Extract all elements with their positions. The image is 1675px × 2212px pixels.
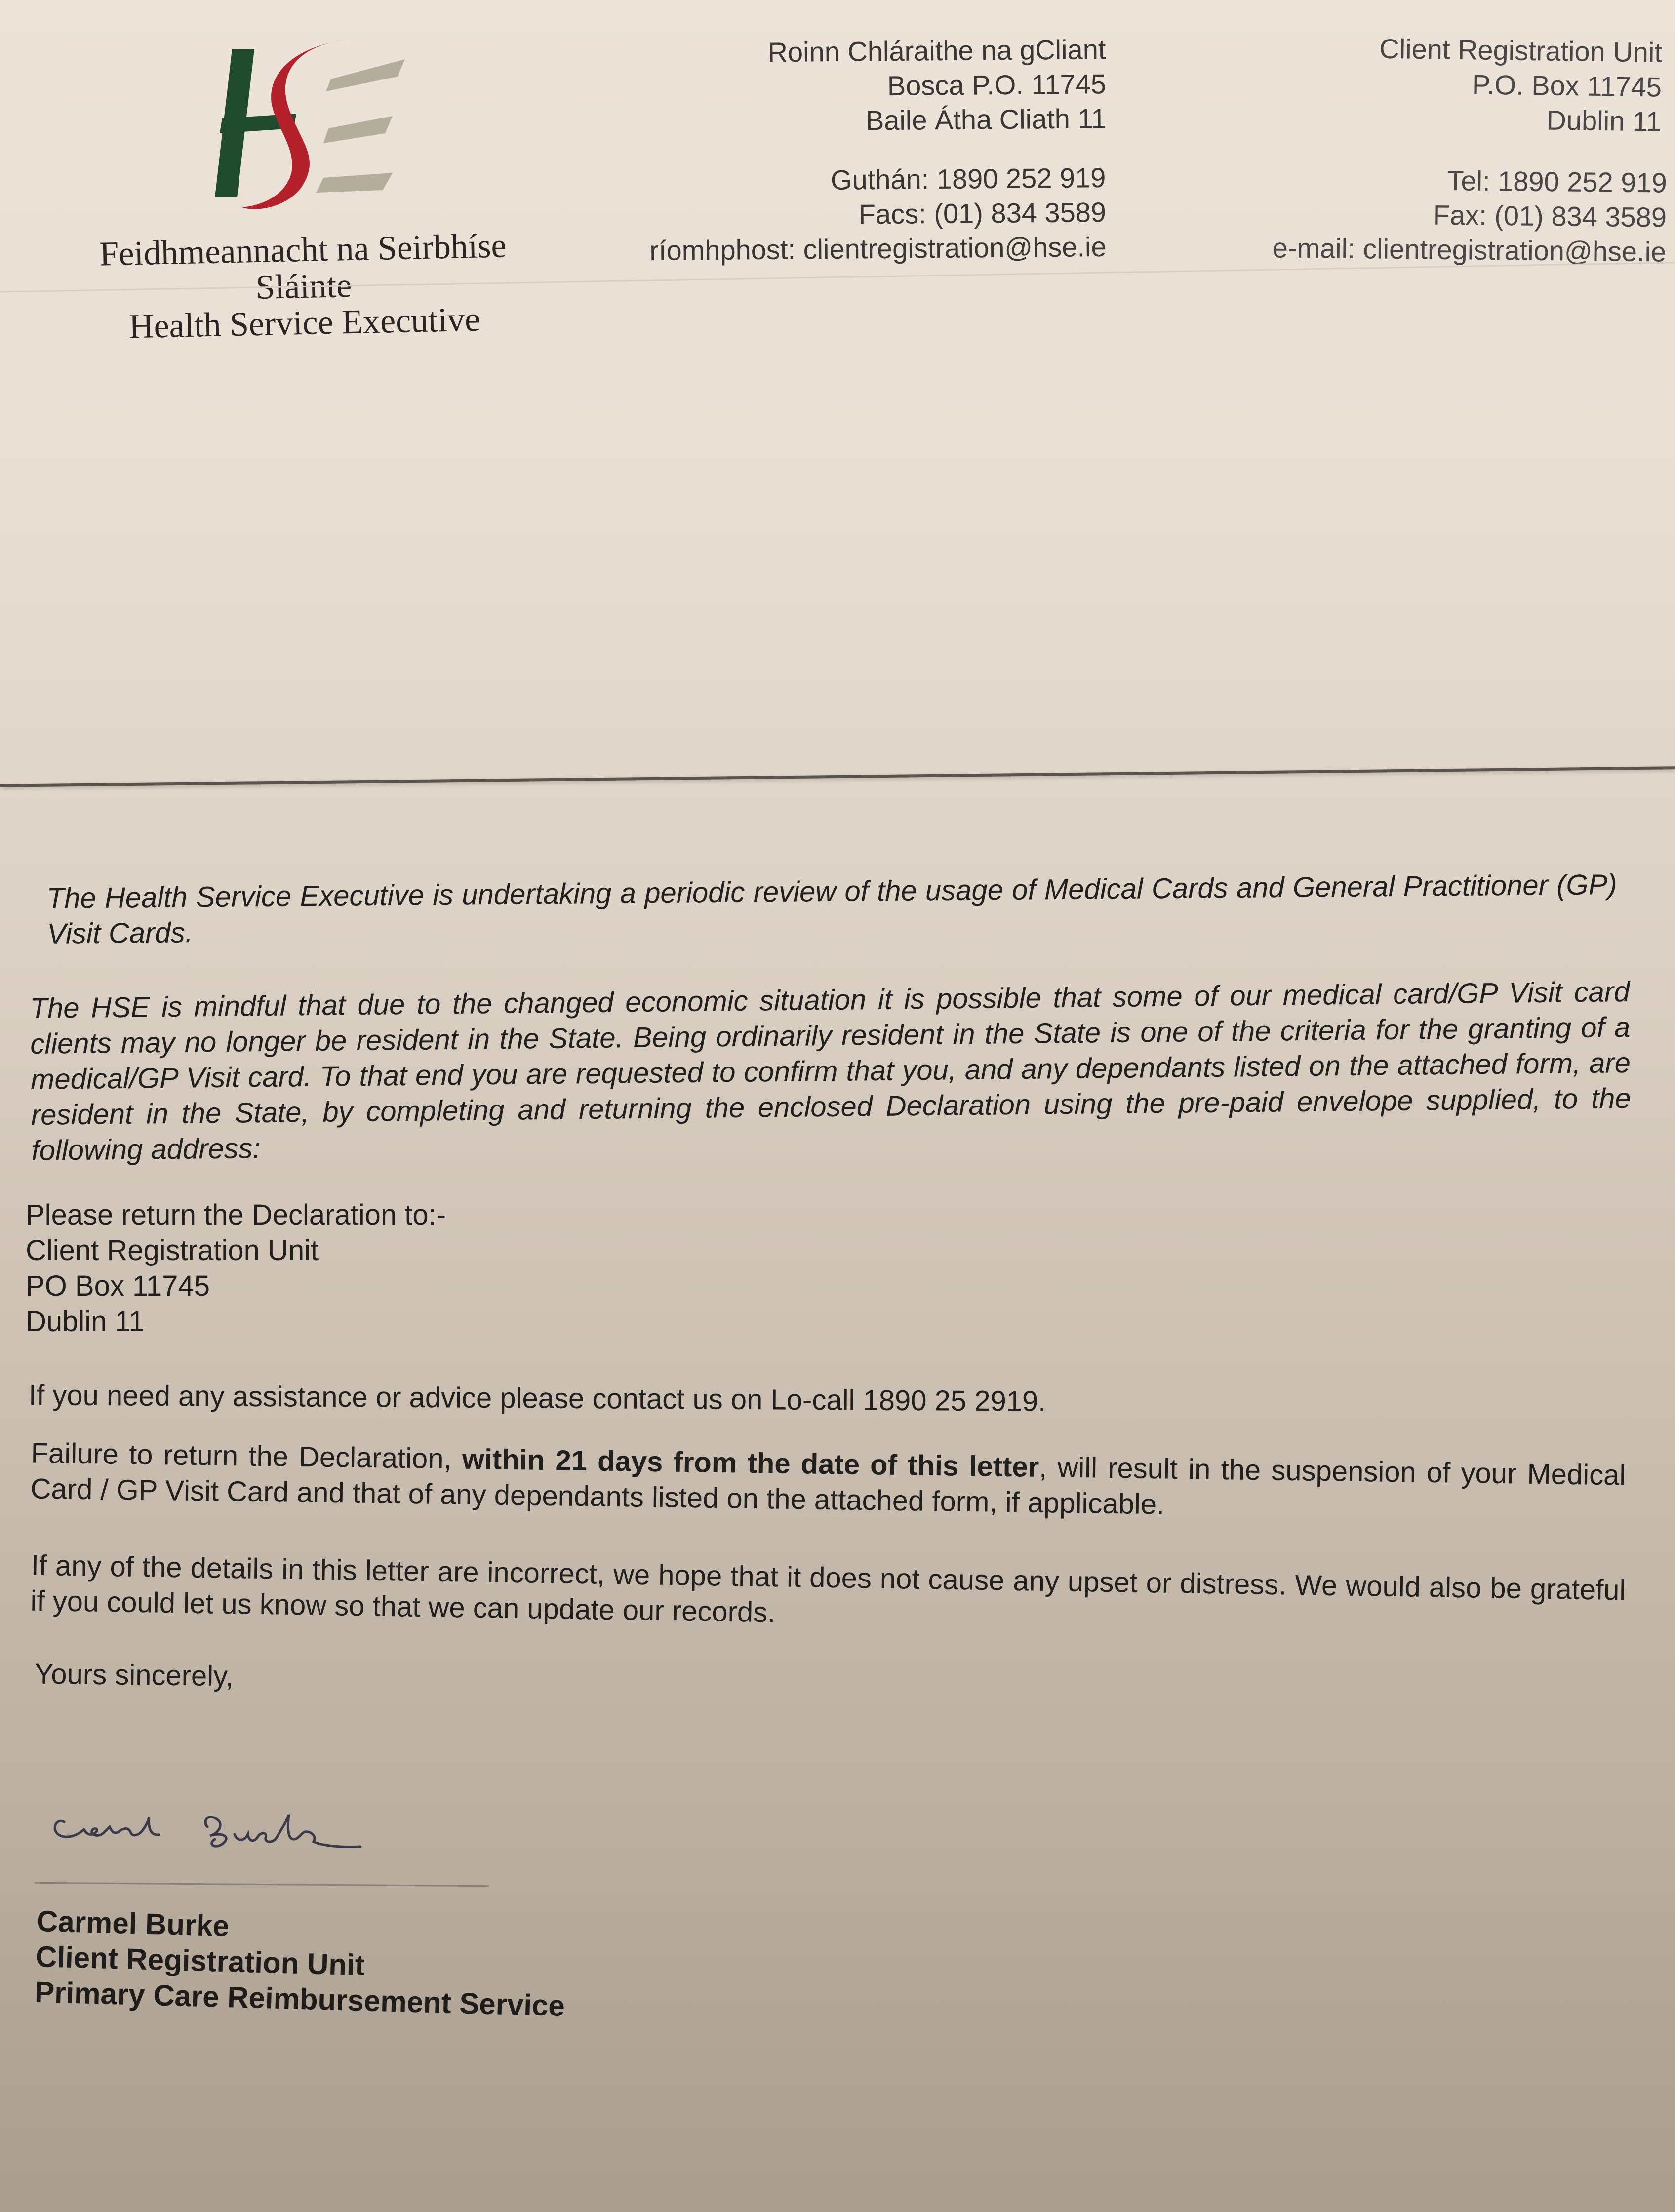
english-email: e-mail: clientregistration@hse.ie bbox=[1272, 232, 1667, 268]
irish-address bbox=[567, 32, 1107, 141]
paragraph-corrections: If any of the details in this letter are incorrect, we hope that it does not cause any upset or distress. We would also be grateful if you could let us know so that we can update our records. bbox=[30, 1549, 1626, 1629]
signature-line bbox=[35, 1882, 489, 1887]
logo-e-bar-bottom bbox=[316, 173, 393, 193]
deadline-text-end: , will result in the suspension of your Medical Card / GP Visit Card and that of any dependants listed on the attached form, if applicable. bbox=[30, 1451, 1626, 1521]
signer-name: Carmel Burke bbox=[36, 1904, 230, 1943]
irish-contact bbox=[543, 160, 1107, 269]
logo-e-bar-top bbox=[326, 59, 405, 91]
agency-irish: Feidhmeannacht na Seirbhíse Sláinte bbox=[99, 227, 507, 307]
handwritten-signature bbox=[44, 1792, 400, 1861]
return-address-box: PO Box 11745 bbox=[26, 1270, 210, 1302]
english-city: Dublin 11 bbox=[1546, 104, 1662, 137]
return-address-unit: Client Registration Unit bbox=[26, 1234, 319, 1266]
paragraph-review: The Health Service Executive is undertaking a periodic review of the usage of Medical Cards and General Practitioner (GP) Visit Cards. bbox=[46, 869, 1617, 950]
irish-city: Baile Átha Cliath 11 bbox=[865, 103, 1107, 136]
irish-box: Bosca P.O. 11745 bbox=[887, 68, 1107, 102]
signoff-block bbox=[34, 1903, 678, 2027]
english-box: P.O. Box 11745 bbox=[1472, 69, 1662, 103]
signer-service: Primary Care Reimbursement Service bbox=[34, 1975, 565, 2023]
return-address-intro: Please return the Declaration to:- bbox=[26, 1199, 446, 1231]
english-unit: Client Registration Unit bbox=[1379, 33, 1663, 68]
english-fax: Fax: (01) 834 3589 bbox=[1433, 199, 1667, 233]
logo-e-bar-middle bbox=[323, 116, 393, 143]
paragraph-deadline bbox=[30, 1435, 1626, 1529]
english-contact bbox=[1135, 160, 1667, 269]
signer-unit: Client Registration Unit bbox=[35, 1939, 365, 1982]
hse-logo bbox=[202, 30, 430, 227]
paper-fold-line bbox=[0, 766, 1675, 787]
agency-english: Health Service Executive bbox=[128, 300, 480, 346]
english-address bbox=[1185, 29, 1663, 139]
return-address-block bbox=[26, 1197, 717, 1340]
closing: Yours sincerely, bbox=[34, 1658, 234, 1693]
return-address-city: Dublin 11 bbox=[26, 1305, 145, 1338]
deadline-bold: within 21 days from the date of this letter bbox=[462, 1443, 1039, 1483]
paragraph-assistance: If you need any assistance or advice please contact us on Lo-call 1890 25 2919. bbox=[28, 1379, 1046, 1418]
irish-unit: Roinn Chláraithe na gCliant bbox=[767, 34, 1106, 68]
english-phone: Tel: 1890 252 919 bbox=[1447, 164, 1668, 198]
irish-fax: Facs: (01) 834 3589 bbox=[858, 197, 1107, 230]
irish-phone: Guthán: 1890 252 919 bbox=[830, 162, 1106, 196]
deadline-text-start: Failure to return the Declaration, bbox=[31, 1437, 463, 1475]
paragraph-residency: The HSE is mindful that due to the changed economic situation it is possible that some of our medical card/GP Visit card clients may no longer be resident in the State. Being ordinarily resident in the State is one of the criteria for the granting of a medical/GP Visit card. To that end you are requested to confirm that you, and any dependants listed on the attached form, are resident in the State, by completing and returning the enclosed Declaration using the pre-paid envelope supplied, to the following address: bbox=[30, 976, 1632, 1167]
irish-email: ríomhphost: clientregistration@hse.ie bbox=[649, 231, 1107, 267]
